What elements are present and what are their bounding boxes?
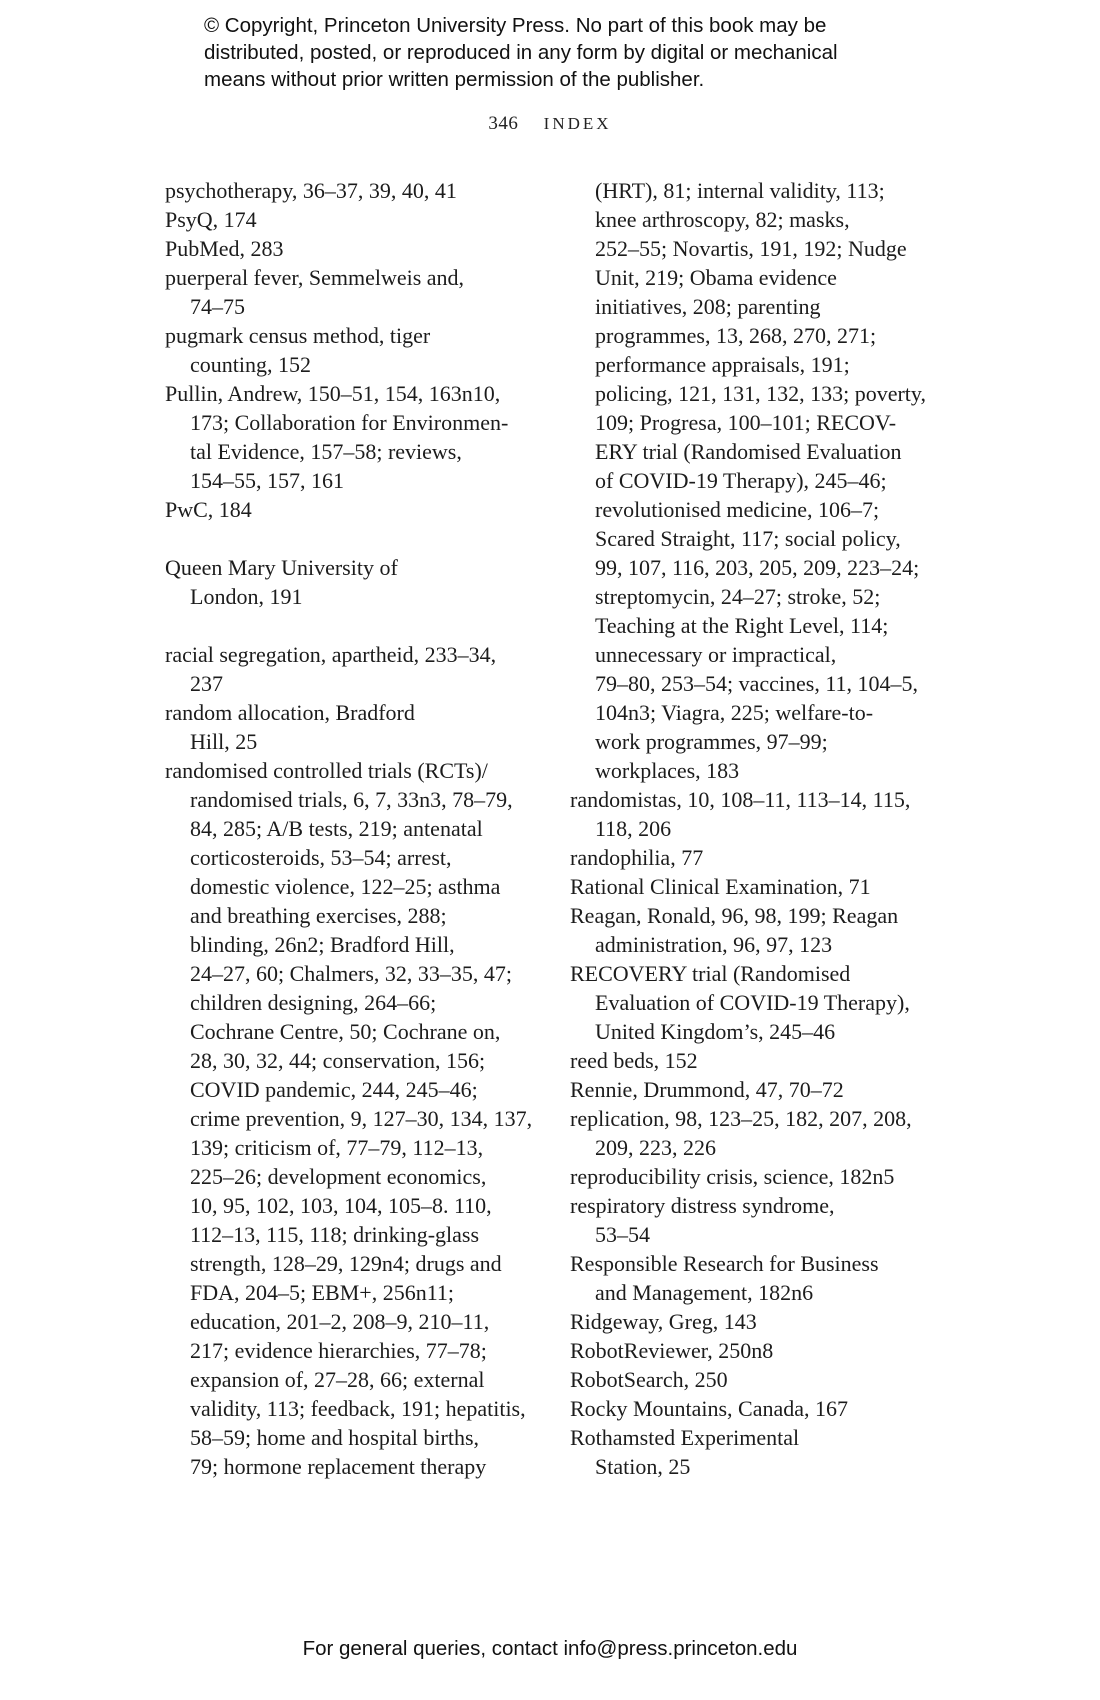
index-entry-continuation: 252–55; Novartis, 191, 192; Nudge: [595, 236, 907, 261]
index-entry-continuation: 237: [190, 671, 223, 696]
index-entry: RECOVERY trial (Randomised: [570, 961, 851, 986]
page-number: 346: [488, 113, 519, 134]
index-entry-continuation: 225–26; development economics,: [190, 1164, 487, 1189]
index-entry-continuation: Teaching at the Right Level, 114;: [595, 613, 889, 638]
index-entry: Responsible Research for Business: [570, 1251, 879, 1276]
index-letter-gap: [165, 611, 545, 640]
index-entry-continuation: crime prevention, 9, 127–30, 134, 137,: [190, 1106, 533, 1131]
index-entry-continuation: administration, 96, 97, 123: [595, 932, 833, 957]
index-entry: Reagan, Ronald, 96, 98, 199; Reagan: [570, 903, 899, 928]
index-entry: RobotReviewer, 250n8: [570, 1338, 774, 1363]
index-entry-continuation: 84, 285; A/B tests, 219; antenatal: [190, 816, 483, 841]
copyright-line: © Copyright, Princeton University Press. No part of this book may be: [204, 14, 827, 37]
index-entry-continuation: children designing, 264–66;: [190, 990, 437, 1015]
index-entry-continuation: 109; Progresa, 100–101; RECOV-: [595, 410, 897, 435]
index-entry-continuation: performance appraisals, 191;: [595, 352, 850, 377]
index-entry-continuation: 118, 206: [595, 816, 672, 841]
index-entry: random allocation, Bradford: [165, 700, 415, 725]
index-entry-continuation: initiatives, 208; parenting: [595, 294, 821, 319]
index-entry-continuation: Station, 25: [595, 1454, 691, 1479]
index-entry: reed beds, 152: [570, 1048, 698, 1073]
index-entry: racial segregation, apartheid, 233–34,: [165, 642, 497, 667]
index-entry-continuation: 10, 95, 102, 103, 104, 105–8. 110,: [190, 1193, 492, 1218]
copyright-line: means without prior written permission of the publisher.: [204, 68, 705, 91]
index-entry-continuation: Evaluation of COVID-19 Therapy),: [595, 990, 910, 1015]
index-entry-continuation: blinding, 26n2; Bradford Hill,: [190, 932, 455, 957]
index-entry-continuation: and breathing exercises, 288;: [190, 903, 447, 928]
index-entry: psychotherapy, 36–37, 39, 40, 41: [165, 178, 457, 203]
index-entry-continuation: 154–55, 157, 161: [190, 468, 344, 493]
index-entry-continuation: programmes, 13, 268, 270, 271;: [595, 323, 877, 348]
index-entry-continuation: 79–80, 253–54; vaccines, 11, 104–5,: [595, 671, 919, 696]
index-entry-continuation: work programmes, 97–99;: [595, 729, 828, 754]
index-entry: Rocky Mountains, Canada, 167: [570, 1396, 849, 1421]
index-entry: PwC, 184: [165, 497, 252, 522]
index-entry-continuation: 217; evidence hierarchies, 77–78;: [190, 1338, 487, 1363]
running-head: [0, 113, 1100, 135]
index-entry-continuation: streptomycin, 24–27; stroke, 52;: [595, 584, 881, 609]
copyright-line: distributed, posted, or reproduced in any form by digital or mechanical: [204, 41, 838, 64]
index-entry: randophilia, 77: [570, 845, 704, 870]
index-entry-continuation: London, 191: [190, 584, 303, 609]
index-entry: puerperal fever, Semmelweis and,: [165, 265, 465, 290]
index-entry: Rennie, Drummond, 47, 70–72: [570, 1077, 844, 1102]
index-entry: pugmark census method, tiger: [165, 323, 431, 348]
index-entry: randomised controlled trials (RCTs)/: [165, 758, 488, 783]
index-entry-continuation: counting, 152: [190, 352, 311, 377]
index-entry-continuation: policing, 121, 131, 132, 133; poverty,: [595, 381, 926, 406]
index-entry-continuation: 53–54: [595, 1222, 650, 1247]
index-entry-continuation: of COVID-19 Therapy), 245–46;: [595, 468, 887, 493]
index-entry-continuation: 209, 223, 226: [595, 1135, 716, 1160]
index-letter-gap: [165, 524, 545, 553]
index-entry-continuation: strength, 128–29, 129n4; drugs and: [190, 1251, 502, 1276]
index-entry-continuation: workplaces, 183: [595, 758, 740, 783]
index-entry-continuation: tal Evidence, 157–58; reviews,: [190, 439, 462, 464]
index-column-left: [165, 176, 545, 1481]
index-entry-continuation: ERY trial (Randomised Evaluation: [595, 439, 902, 464]
index-entry-continuation: 24–27, 60; Chalmers, 32, 33–35, 47;: [190, 961, 513, 986]
index-entry-continuation: 74–75: [190, 294, 245, 319]
index-entry: Ridgeway, Greg, 143: [570, 1309, 757, 1334]
index-entry: PsyQ, 174: [165, 207, 257, 232]
index-entry-continuation: 58–59; home and hospital births,: [190, 1425, 480, 1450]
index-entry: Rothamsted Experimental: [570, 1425, 800, 1450]
index-entry-continuation: Cochrane Centre, 50; Cochrane on,: [190, 1019, 501, 1044]
index-entry-continuation: (HRT), 81; internal validity, 113;: [595, 178, 885, 203]
index-entry-continuation: 173; Collaboration for Environmen-: [190, 410, 509, 435]
footer-contact: For general queries, contact info@press.princeton.edu: [302, 1637, 798, 1660]
index-entry-continuation: 112–13, 115, 118; drinking-glass: [190, 1222, 480, 1247]
index-column-right: [570, 176, 950, 1481]
index-entry-continuation: FDA, 204–5; EBM+, 256n11;: [190, 1280, 454, 1305]
index-entry: RobotSearch, 250: [570, 1367, 728, 1392]
index-entry-continuation: 104n3; Viagra, 225; welfare-to-: [595, 700, 874, 725]
index-entry: Rational Clinical Examination, 71: [570, 874, 871, 899]
index-entry-continuation: education, 201–2, 208–9, 210–11,: [190, 1309, 490, 1334]
index-entry-continuation: COVID pandemic, 244, 245–46;: [190, 1077, 478, 1102]
copyright-notice: [204, 12, 924, 93]
index-entry: respiratory distress syndrome,: [570, 1193, 835, 1218]
index-entry-continuation: validity, 113; feedback, 191; hepatitis,: [190, 1396, 526, 1421]
index-entry: Queen Mary University of: [165, 555, 398, 580]
index-entry: reproducibility crisis, science, 182n5: [570, 1164, 895, 1189]
index-entry-continuation: knee arthroscopy, 82; masks,: [595, 207, 850, 232]
index-entry-continuation: randomised trials, 6, 7, 33n3, 78–79,: [190, 787, 513, 812]
index-entry-continuation: and Management, 182n6: [595, 1280, 814, 1305]
index-entry-continuation: Hill, 25: [190, 729, 258, 754]
index-entry: Pullin, Andrew, 150–51, 154, 163n10,: [165, 381, 501, 406]
index-entry: replication, 98, 123–25, 182, 207, 208,: [570, 1106, 912, 1131]
section-title: INDEX: [543, 114, 612, 133]
index-entry-continuation: Scared Straight, 117; social policy,: [595, 526, 901, 551]
index-entry-continuation: corticosteroids, 53–54; arrest,: [190, 845, 452, 870]
index-entry-continuation: expansion of, 27–28, 66; external: [190, 1367, 485, 1392]
index-entry-continuation: 99, 107, 116, 203, 205, 209, 223–24;: [595, 555, 920, 580]
index-entry-continuation: United Kingdom’s, 245–46: [595, 1019, 836, 1044]
index-entry-continuation: 79; hormone replacement therapy: [190, 1454, 487, 1479]
index-entry-continuation: domestic violence, 122–25; asthma: [190, 874, 501, 899]
index-entry-continuation: Unit, 219; Obama evidence: [595, 265, 837, 290]
index-entry: PubMed, 283: [165, 236, 284, 261]
index-entry: randomistas, 10, 108–11, 113–14, 115,: [570, 787, 911, 812]
index-entry-continuation: 139; criticism of, 77–79, 112–13,: [190, 1135, 484, 1160]
index-entry-continuation: unnecessary or impractical,: [595, 642, 837, 667]
index-entry-continuation: revolutionised medicine, 106–7;: [595, 497, 880, 522]
index-entry-continuation: 28, 30, 32, 44; conservation, 156;: [190, 1048, 486, 1073]
